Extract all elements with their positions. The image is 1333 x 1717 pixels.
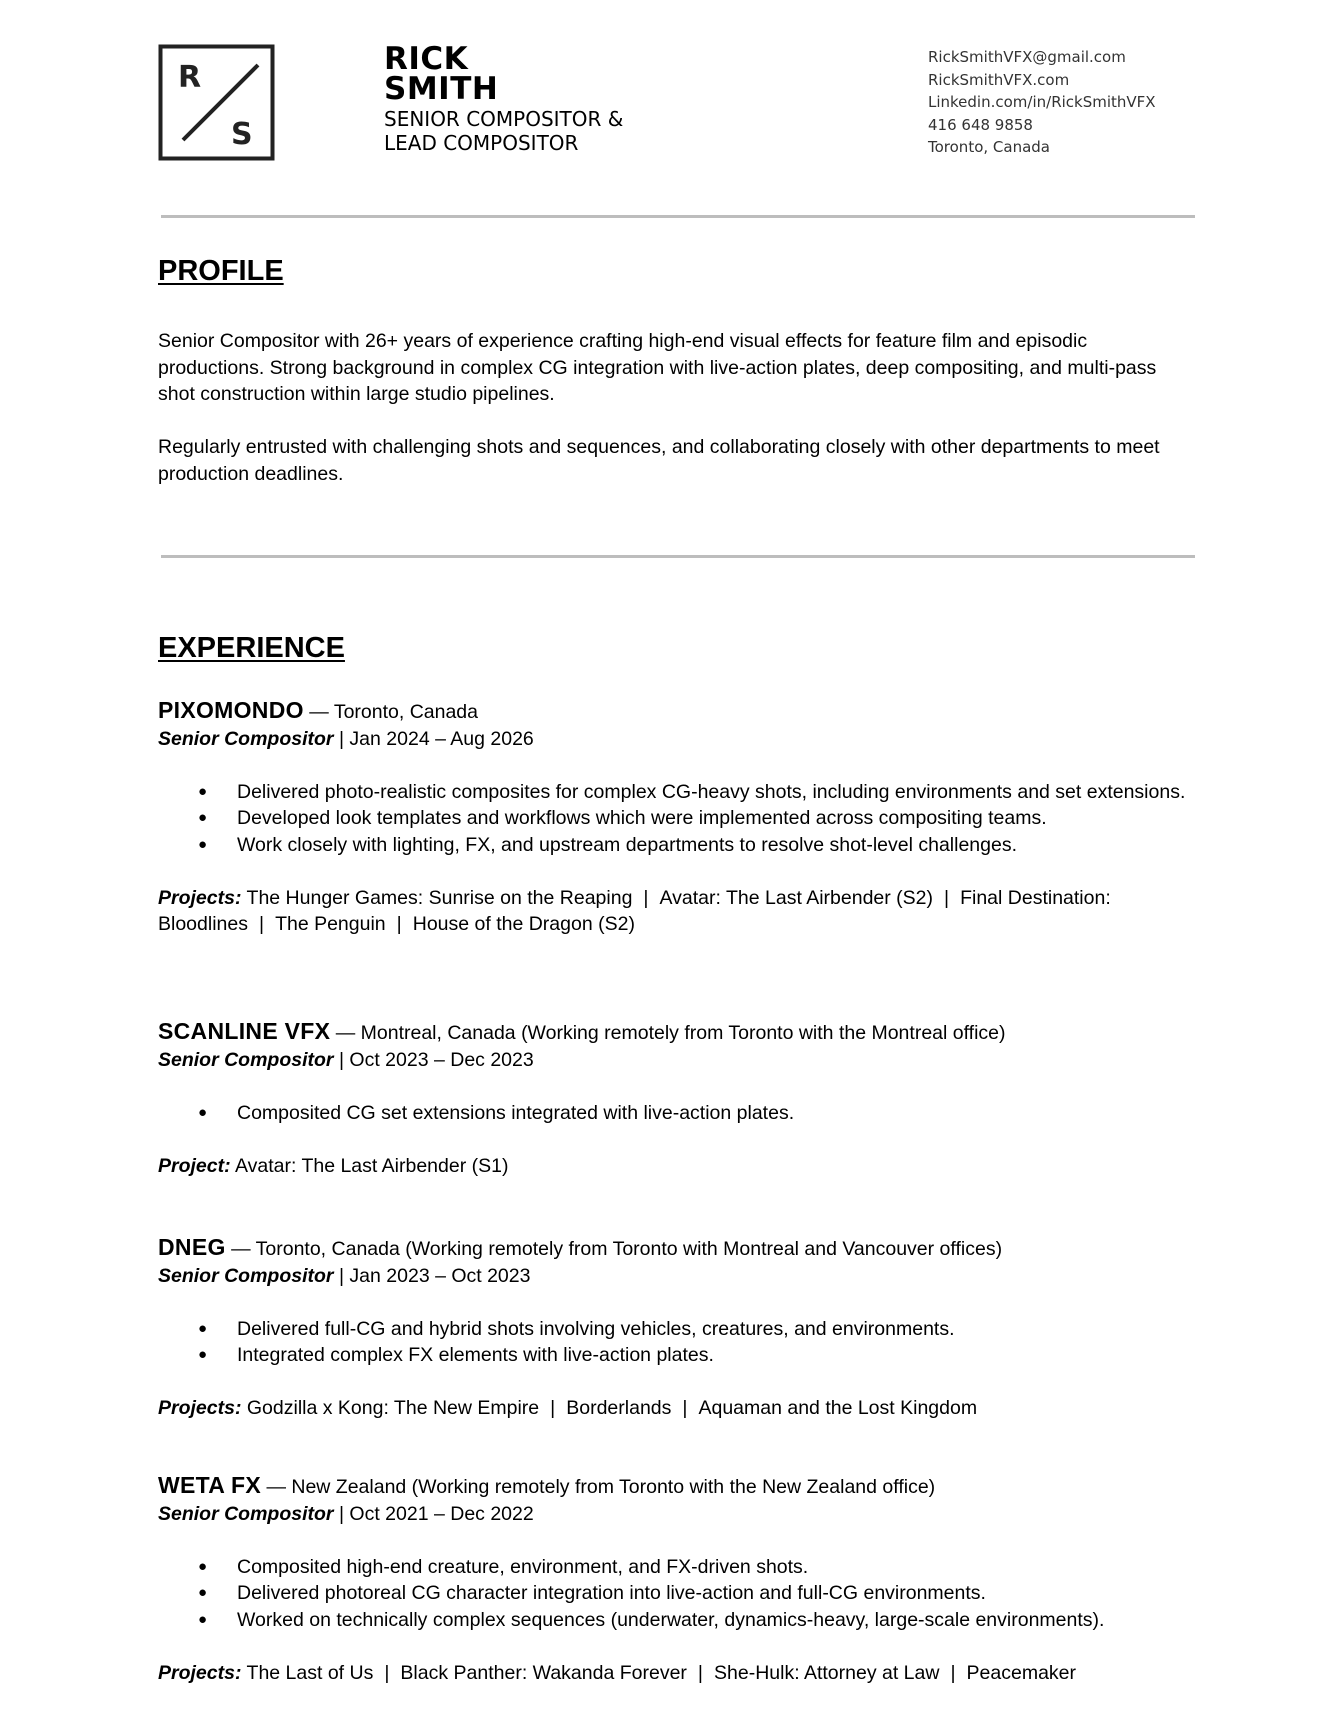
job-header: [158, 1472, 1218, 1501]
job-bullets: [158, 779, 1218, 859]
job-role: Senior Compositor: [158, 727, 334, 750]
project-name: Avatar: The Last Airbender (S2): [659, 886, 934, 909]
project-name: The Penguin: [275, 913, 386, 935]
job-entry-weta: [158, 1472, 1218, 1686]
job-title-line-2: LEAD COMPOSITOR: [384, 131, 579, 155]
job-entry-scanline: [158, 1018, 1218, 1179]
projects-label: Projects:: [158, 1397, 242, 1419]
job-bullets: [158, 1316, 1218, 1369]
company-name: SCANLINE VFX: [158, 1018, 331, 1044]
job-dates: | Jan 2023 – Oct 2023: [338, 1264, 531, 1287]
project-separator: |: [396, 913, 402, 935]
company-location: — Toronto, Canada (Working remotely from Toronto with Montreal and Vancouver offices): [231, 1238, 1003, 1260]
job-entry-dneg: [158, 1234, 1218, 1422]
company-location: — Toronto, Canada: [309, 701, 478, 723]
divider: [161, 555, 1195, 558]
project-separator: |: [258, 913, 265, 935]
project-separator: |: [682, 1397, 688, 1419]
project-name: Black Panther: Wakanda Forever: [400, 1661, 687, 1684]
project-name: Avatar: The Last Airbender (S1): [234, 1154, 509, 1177]
company-name: WETA FX: [158, 1472, 262, 1498]
job-bullet: ● Delivered photo-realistic composites for complex CG-heavy shots, including environments and set extensions.: [158, 779, 1237, 806]
experience-heading: EXPERIENCE: [158, 632, 345, 664]
project-name: Peacemaker: [966, 1661, 1076, 1684]
job-bullet: ● Worked on technically complex sequences (underwater, dynamics-heavy, large-scale environments).: [158, 1607, 1237, 1634]
job-projects: [158, 1660, 1218, 1687]
job-bullet: ● Delivered photoreal CG character integration into live-action and full-CG environments.: [158, 1580, 1237, 1607]
job-role-line: [158, 1501, 1218, 1528]
job-bullet: ● Composited high-end creature, environment, and FX-driven shots.: [158, 1554, 1237, 1581]
project-name: Aquaman and the Lost Kingdom: [698, 1397, 978, 1419]
contact-phone: 416 648 9858: [928, 115, 1033, 134]
projects-label: Project:: [158, 1154, 231, 1177]
rs-monogram-logo: [158, 44, 275, 161]
job-bullet: ● Developed look templates and workflows which were implemented across compositing teams.: [158, 805, 1237, 832]
projects-label: Projects:: [158, 886, 242, 909]
projects-label: Projects:: [158, 1661, 242, 1684]
job-projects: [158, 1153, 1218, 1180]
job-projects: [158, 1395, 1218, 1422]
job-dates: | Oct 2023 – Dec 2023: [338, 1048, 534, 1071]
job-bullets: [158, 1554, 1218, 1634]
job-role-line: [158, 1047, 1218, 1074]
contact-website[interactable]: RickSmithVFX.com: [928, 70, 1070, 89]
job-bullet: ● Delivered full-CG and hybrid shots involving vehicles, creatures, and environments.: [158, 1316, 1237, 1343]
project-name: Final Destination: Bloodlines: [158, 886, 1111, 935]
contact-block: [928, 46, 1156, 159]
project-separator: |: [384, 1661, 390, 1684]
project-name: The Last of Us: [246, 1661, 374, 1684]
logo-letter-r: R: [178, 60, 202, 95]
logo-letter-s: S: [231, 117, 253, 152]
project-name: House of the Dragon (S2): [412, 913, 635, 935]
job-dates: | Oct 2021 – Dec 2022: [338, 1502, 534, 1525]
project-name: Borderlands: [566, 1397, 672, 1419]
project-separator: |: [550, 1397, 556, 1419]
job-role: Senior Compositor: [158, 1502, 334, 1525]
job-bullet: ● Integrated complex FX elements with live-action plates.: [158, 1342, 1237, 1369]
profile-heading: PROFILE: [158, 255, 284, 287]
job-bullet: ● Composited CG set extensions integrated with live-action plates.: [158, 1100, 1237, 1127]
name-block: [384, 41, 624, 155]
contact-email[interactable]: RickSmithVFX@gmail.com: [928, 48, 1126, 66]
first-name: RICK: [384, 41, 469, 77]
job-header: [158, 697, 1218, 726]
job-role: Senior Compositor: [158, 1048, 334, 1071]
divider: [161, 215, 1195, 218]
job-projects: [158, 885, 1158, 938]
project-separator: |: [950, 1661, 956, 1684]
contact-location: Toronto, Canada: [928, 138, 1050, 156]
job-entry-pixomondo: [158, 697, 1218, 938]
profile-paragraph-1: Senior Compositor with 26+ years of experience crafting high-end visual effects for feature film and episodic productions. Strong background in complex CG integration with live-action plates, deep compositing, and multi-pass shot construction within large studio pipelines.: [158, 330, 1157, 405]
company-name: PIXOMONDO: [158, 697, 304, 723]
project-separator: |: [643, 886, 649, 909]
project-name: She-Hulk: Attorney at Law: [714, 1661, 940, 1684]
job-header: [158, 1018, 1218, 1047]
project-name: The Hunger Games: Sunrise on the Reaping: [246, 886, 633, 909]
contact-linkedin[interactable]: Linkedin.com/in/RickSmithVFX: [928, 93, 1156, 111]
project-separator: |: [697, 1661, 703, 1684]
job-title-line-1: SENIOR COMPOSITOR &: [384, 107, 624, 131]
job-role-line: [158, 726, 1218, 753]
company-name: DNEG: [158, 1234, 226, 1260]
project-name: Godzilla x Kong: The New Empire: [246, 1397, 540, 1419]
job-role-line: [158, 1263, 1218, 1290]
job-header: [158, 1234, 1218, 1263]
company-location: — Montreal, Canada (Working remotely from Toronto with the Montreal office): [335, 1022, 1006, 1044]
company-location: — New Zealand (Working remotely from Toronto with the New Zealand office): [266, 1476, 936, 1498]
job-dates: | Jan 2024 – Aug 2026: [338, 727, 534, 750]
job-bullet: ● Work closely with lighting, FX, and upstream departments to resolve shot-level challenges.: [158, 832, 1237, 859]
job-bullets: [158, 1100, 1218, 1127]
job-role: Senior Compositor: [158, 1264, 334, 1287]
profile-paragraph-2: Regularly entrusted with challenging shots and sequences, and collaborating closely with other departments to meet production deadlines.: [158, 436, 1160, 485]
project-separator: |: [944, 886, 950, 909]
last-name: SMITH: [384, 71, 499, 107]
